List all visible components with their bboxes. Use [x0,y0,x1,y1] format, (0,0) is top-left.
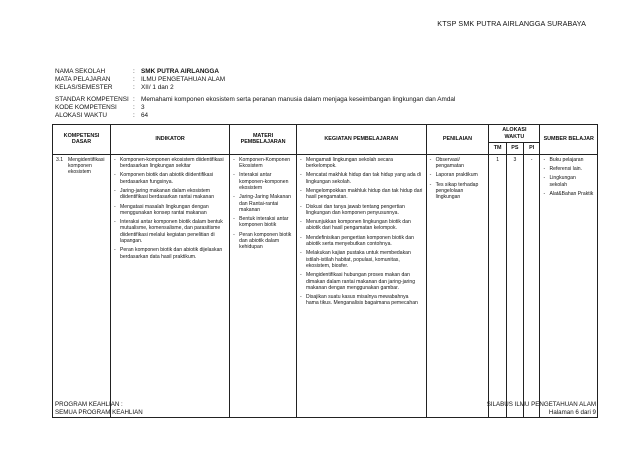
list-item: - Peran komponen biotik dan abiotik dijelaskan berdasarkan data hasil praktikum. [114,247,226,260]
meta-value: XII/ 1 dan 2 [141,84,174,92]
cell-kegiatan [297,154,427,417]
kegiatan-text: Mengamati lingkungan sekolah secara berkelompok. [306,156,393,170]
meta-block [55,68,455,120]
header-sumber: SUMBER BELAJAR [540,125,598,155]
header-materi: MATERI PEMBELAJARAN [230,125,297,155]
sumber-text: Lingkungan sekolah [549,175,576,188]
materi-text: Bentuk interaksi antar komponen biotik [239,216,289,229]
cell-ps: 3 [507,154,524,417]
document-header: KTSP SMK PUTRA AIRLANGGA SURABAYA [437,19,586,28]
sumber-text: Alat&Bahan Praktik [549,190,594,197]
list-item: - Alat&Bahan Praktik [543,190,594,197]
list-item: - Menunjukkan komponen lingkungan biotik dan abiotik dari hasil pengamatan kelompok. [300,219,423,232]
kegiatan-text: Mengidentifikasi hubungan proses makan dan dimakan dalam rantai makanan dan jaring-jaring makanan dengan menggunakan gambar. [306,272,416,291]
list-item: - Interaksi antar komponen-komponen ekosistem [233,172,293,191]
kegiatan-text: Melakukan kajian pustaka untuk membedakan istilah-istilah habitat, populasi, komunitas, ekosistem, biosfer. [306,250,411,269]
list-item: - Peran komponen biotik dan abiotik dalam kehidupan [233,231,292,251]
list-item: - Referensi lain. [543,166,594,172]
header-kd: KOMPETENSI DASAR [53,125,111,155]
penilaian-text: Laporan praktikum [435,172,478,179]
cell-penilaian [426,154,489,417]
meta-key: ALOKASI WAKTU [55,112,107,120]
header-pi: PI [523,143,540,155]
header-tm: TM [489,143,507,155]
materi-text: Interaksi antar komponen-komponen ekosistem [239,172,289,191]
meta-key: STANDAR KOMPETENSI [55,95,129,103]
list-item: - Jaring-Jaring Makanan dan Rantai-rantai makanan [233,194,293,213]
list-item: - Interaksi antar komponen biotik dalam bentuk mutualisme, komensalisme, dan parasitisme diidentifikasi melalui kegiatan penelitian di lapangan. [114,219,226,244]
header-indikator: INDIKATOR [111,125,230,155]
cell-indikator [111,154,230,417]
meta-sep: : [133,95,135,103]
meta-sep: : [133,76,135,84]
meta-row-code [55,104,455,112]
footer-left [55,401,143,416]
meta-row-class [55,84,455,92]
meta-value: ILMU PENGETAHUAN ALAM [141,76,226,84]
meta-value: 64 [141,112,149,120]
list-item: - Jaring-jaring makanan dalam ekosistem diidentifikasi berdasarkan rantai makanan [114,188,226,201]
syllabus-table [52,124,598,418]
penilaian-text: Tes sikap terhadap pengelolaan lingkungan [435,181,479,201]
list-item: - Mendefinisikan pengertian komponen biotik dan abiotik serta menyebutkan contohnya. [300,235,423,248]
kegiatan-text: Mencatat makhluk hidup dan tak hidup yang ada di lingkungan sekolah. [306,172,421,185]
indikator-text: Mengatasi masalah lingkungan dengan menggunakan konsep rantai makanan [120,203,209,216]
kegiatan-text: Mendefinisikan pengertian komponen biotik dan abiotik serta menyebutkan contohnya. [306,234,414,248]
page-number: Halaman 6 dari 9 [548,408,596,416]
indikator-text: Peran komponen biotik dan abiotik dijelaskan berdasarkan data hasil praktikum. [120,247,223,260]
cell-sumber [540,154,598,417]
kegiatan-text: Menunjukkan komponen lingkungan biotik dan abiotik dari hasil pengamatan kelompok. [306,219,411,232]
header-kegiatan: KEGIATAN PEMBELAJARAN [297,125,427,155]
list-item: - Observasi/ pengamatan [430,157,486,170]
meta-sep: : [133,103,135,111]
meta-key: NAMA SEKOLAH [55,68,106,75]
meta-key: MATA PELAJARAN [55,76,111,84]
meta-row-standard [55,96,455,104]
header-ps: PS [507,143,524,155]
list-item: - Lingkungan sekolah [543,175,594,188]
indikator-text: Komponen-komponen ekosistem diidentifikasi berdasarkan lingkungan sekitar [120,156,224,170]
list-item: - Disajikan suatu kasus misalnya mewabahnya hama tikus. Menganalisis bagaimana pemecahan [300,294,423,307]
kd-text: Mengidentifikasi komponen ekosistem [68,156,105,176]
sumber-text: Referensi lain. [549,166,583,173]
footer-syllabus-title: SILABUS ILMU PENGETAHUAN ALAM [486,401,596,408]
meta-row-subject [55,76,455,84]
meta-value: 3 [141,103,145,111]
cell-kd [53,154,111,417]
indikator-text: Jaring-jaring makanan dalam ekosistem diidentifikasi berdasarkan rantai makanan [120,187,215,201]
list-item: - Mencatat makhluk hidup dan tak hidup yang ada di lingkungan sekolah. [300,172,421,185]
indikator-text: Komponen biotik dan abiotik diidentifikasi berdasarkan fungsinya. [120,172,214,185]
list-item: - Tes sikap terhadap pengelolaan lingkungan [430,182,486,201]
penilaian-text: Observasi/ pengamatan [435,156,464,170]
list-item: - Buku pelajaran [543,157,594,163]
list-item: - Mengidentifikasi hubungan proses makan dan dimakan dalam rantai makanan dan jaring-jaring makanan dengan menggunakan gambar. [300,272,423,291]
meta-sep: : [133,84,135,92]
list-item: - Diskusi dan tanya jawab tentang pengertian lingkungan dan komponen penyusunnya. [300,204,423,217]
kd-number: 3.1 [56,156,64,163]
cell-pi: - [523,154,540,417]
list-item: - Mengatasi masalah lingkungan dengan menggunakan konsep rantai makanan [114,204,226,217]
meta-key: KODE KOMPETENSI [55,103,117,111]
table-row [53,154,598,417]
footer-program-value: SEMUA PROGRAM KEAHLIAN [55,408,143,416]
materi-text: Komponen-Komponen Ekosistem [239,156,291,170]
meta-sep: : [133,68,135,75]
footer-right [487,401,596,416]
meta-sep: : [133,112,135,120]
meta-key: KELAS/SEMESTER [55,84,113,92]
meta-value: SMK PUTRA AIRLANGGA [141,68,219,75]
list-item: - Komponen biotik dan abiotik diidentifikasi berdasarkan fungsinya. [114,172,226,185]
footer-program-label: PROGRAM KEAHLIAN : [55,401,123,408]
kegiatan-text: Disajikan suatu kasus misalnya mewabahnya hama tikus. Menganalisis bagaimana pemecahan [306,294,418,307]
list-item: - Mengelompokkan makhluk hidup dan tak hidup dari hasil pengamatan. [300,187,423,201]
list-item: - Bentuk interaksi antar komponen biotik [233,216,293,229]
meta-row-school [55,68,455,76]
sumber-text: Buku pelajaran [549,156,584,163]
list-item: - Mengamati lingkungan sekolah secara berkelompok. [300,157,423,170]
indikator-text: Interaksi antar komponen biotik dalam bentuk mutualisme, komensalisme, dan parasitisme diidentifikasi melalui kegiatan penelitian di lapangan. [120,219,223,245]
materi-text: Peran komponen biotik dan abiotik dalam kehidupan [239,231,292,251]
list-item: - Komponen-komponen ekosistem diidentifikasi berdasarkan lingkungan sekitar [114,157,226,170]
meta-value: Memahami komponen ekosistem serta peranan manusia dalam menjaga keseimbangan lingkungan dan Amdal [141,95,456,103]
cell-materi [230,154,297,417]
cell-tm: 1 [489,154,507,417]
materi-text: Jaring-Jaring Makanan dan Rantai-rantai makanan [239,194,291,213]
meta-row-time [55,112,455,120]
list-item: - Laporan praktikum [430,172,486,178]
list-item: - Melakukan kajian pustaka untuk membedakan istilah-istilah habitat, populasi, komunitas, ekosistem, biosfer. [300,250,423,269]
header-penilaian: PENILAIAN [426,125,489,155]
header-alokasi: ALOKASI WAKTU [489,125,540,143]
list-item: - Komponen-Komponen Ekosistem [233,157,293,170]
kegiatan-text: Mengelompokkan makhluk hidup dan tak hidup dari hasil pengamatan. [306,187,423,201]
kegiatan-text: Diskusi dan tanya jawab tentang pengertian lingkungan dan komponen penyusunnya. [306,203,405,216]
